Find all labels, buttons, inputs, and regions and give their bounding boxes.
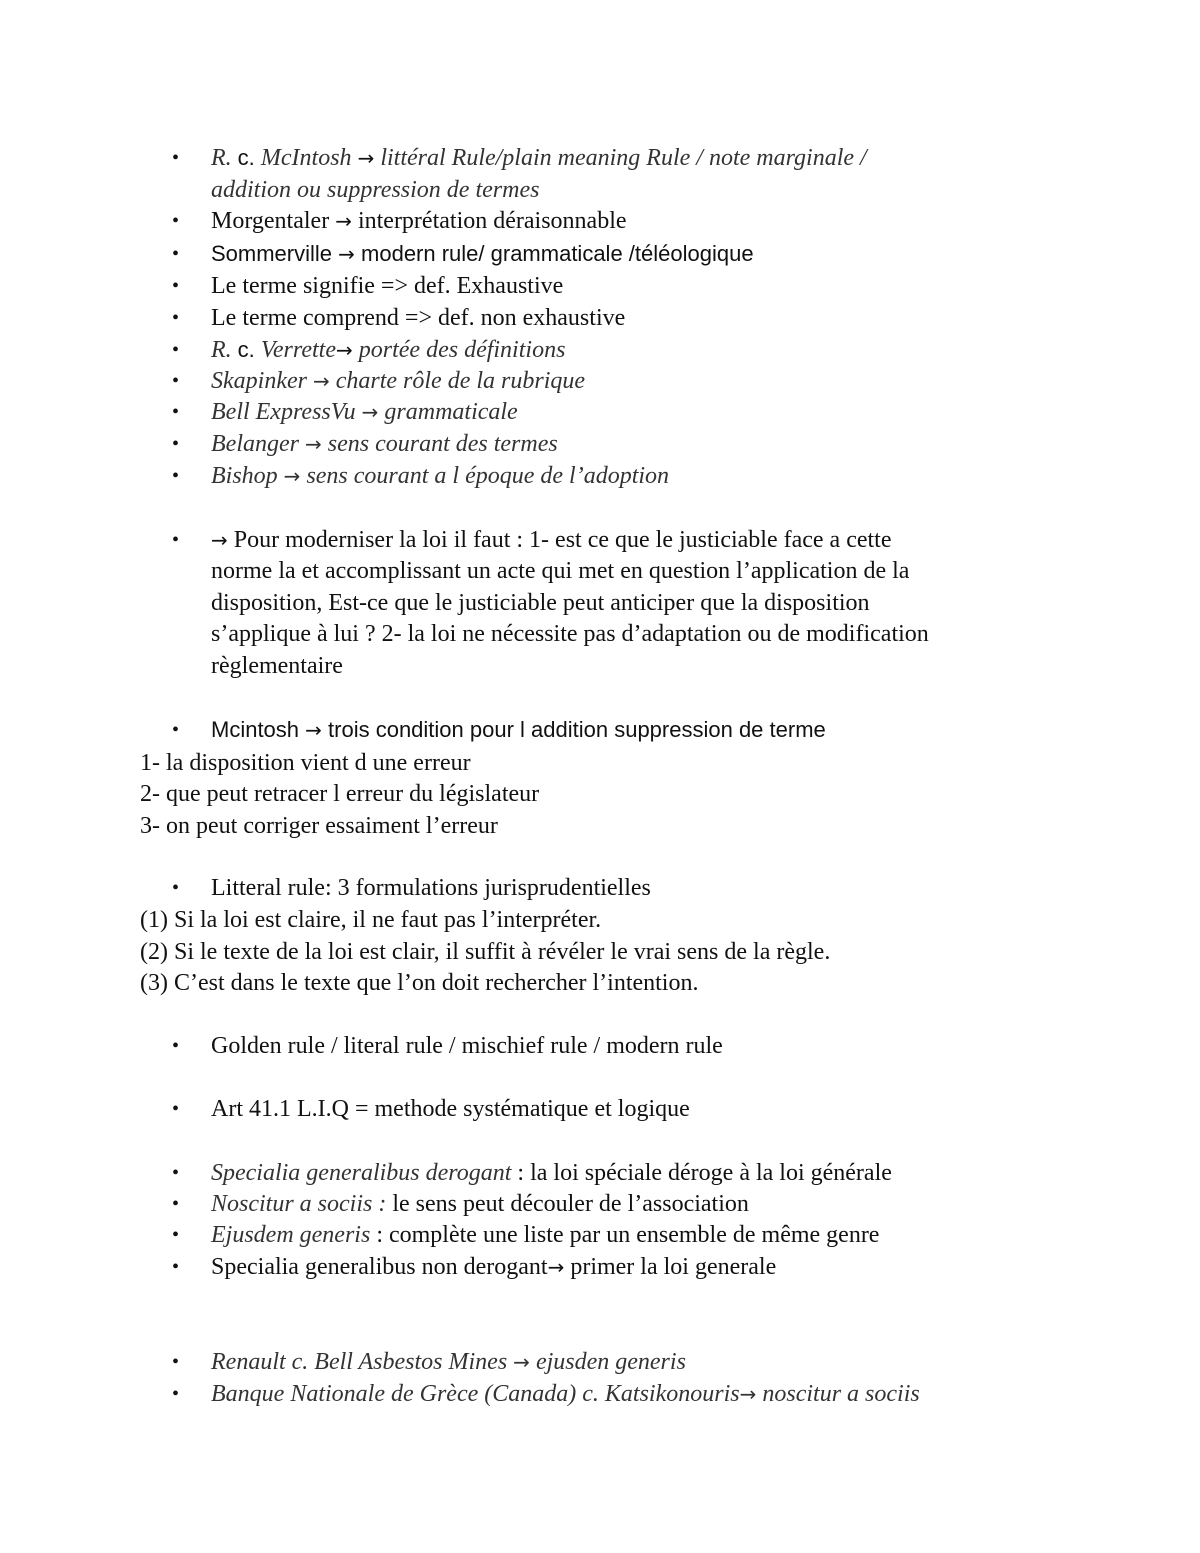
item-text: sens courant a l époque de l’adoption xyxy=(300,463,670,489)
arrow-icon: → xyxy=(547,1255,565,1279)
item-text: Litteral rule: 3 formulations jurisprudentielles xyxy=(211,875,651,901)
bullet-icon: • xyxy=(172,275,180,297)
bullet-icon: • xyxy=(172,529,180,551)
item-text: Skapinker xyxy=(211,368,313,394)
arrow-icon: → xyxy=(211,528,228,552)
item-text: ejusden generis xyxy=(529,1349,686,1375)
arrow-icon: → xyxy=(304,432,322,456)
item-text: (3) C’est dans le texte que l’on doit rechercher l’intention. xyxy=(140,970,699,996)
item-text: Pour moderniser la loi il faut : 1- est ce que le justiciable face a cette xyxy=(227,527,892,553)
item-text: Le terme comprend => def. non exhaustive xyxy=(211,305,626,331)
item-text: trois condition pour l addition suppression de terme xyxy=(321,717,826,742)
item-text: R. xyxy=(211,337,238,363)
item-text: 1- la disposition vient d une erreur xyxy=(140,750,471,776)
arrow-icon: → xyxy=(312,369,330,393)
item-text: disposition, Est-ce que le justiciable peut anticiper que la disposition xyxy=(211,590,870,616)
bullet-icon: • xyxy=(172,210,180,232)
item-text: Renault c. Bell Asbestos Mines xyxy=(211,1349,514,1375)
arrow-icon: → xyxy=(305,718,322,742)
item-text: grammaticale xyxy=(378,399,518,425)
item-text: (2) Si le texte de la loi est clair, il suffit à révéler le vrai sens de la règle. xyxy=(140,939,831,965)
item-text: Le terme signifie => def. Exhaustive xyxy=(211,273,564,299)
bullet-icon: • xyxy=(172,1351,180,1373)
item-text: Mcintosh xyxy=(211,717,306,742)
bullet-icon: • xyxy=(172,1383,180,1405)
item-text: Verrette xyxy=(260,337,336,363)
arrow-icon: → xyxy=(739,1382,757,1406)
item-text: addition ou suppression de termes xyxy=(211,177,540,203)
item-text: modern rule/ grammaticale /téléologique xyxy=(354,241,754,266)
arrow-icon: → xyxy=(361,400,379,424)
item-text: sens courant des termes xyxy=(321,431,558,457)
bullet-icon: • xyxy=(172,465,180,487)
bullet-icon: • xyxy=(172,1193,180,1215)
item-text: Morgentaler xyxy=(211,208,336,234)
item-text: : la loi spéciale déroge à la loi générale xyxy=(511,1160,892,1186)
bullet-icon: • xyxy=(172,401,180,423)
item-text: Bishop xyxy=(211,463,284,489)
bullet-icon: • xyxy=(172,370,180,392)
item-text: Belanger xyxy=(211,431,305,457)
item-text: règlementaire xyxy=(211,653,343,679)
item-text: R. xyxy=(211,145,238,171)
item-text: noscitur a sociis xyxy=(756,1381,920,1407)
item-text: Banque Nationale de Grèce (Canada) c. Katsikonouris xyxy=(211,1381,740,1407)
bullet-icon: • xyxy=(172,307,180,329)
item-text: McIntosh xyxy=(260,145,358,171)
item-text: norme la et accomplissant un acte qui met en question l’application de la xyxy=(211,558,910,584)
bullet-icon: • xyxy=(172,243,180,265)
item-text: Art 41.1 L.I.Q = methode systématique et logique xyxy=(211,1096,690,1122)
arrow-icon: → xyxy=(338,242,355,266)
arrow-icon: → xyxy=(336,338,353,362)
arrow-icon: → xyxy=(283,464,301,488)
item-text: le sens peut découler de l’association xyxy=(386,1191,749,1217)
item-text: littéral Rule/plain meaning Rule / note marginale / xyxy=(374,145,867,171)
bullet-icon: • xyxy=(172,1098,180,1120)
item-text: : complète une liste par un ensemble de même genre xyxy=(370,1222,880,1248)
item-text: charte rôle de la rubrique xyxy=(329,368,586,394)
bullet-icon: • xyxy=(172,1256,180,1278)
item-text: interprétation déraisonnable xyxy=(351,208,627,234)
bullet-icon: • xyxy=(172,1224,180,1246)
item-text: Ejusdem generis xyxy=(211,1222,371,1248)
item-text: (1) Si la loi est claire, il ne faut pas l’interpréter. xyxy=(140,907,602,933)
bullet-icon: • xyxy=(172,719,180,741)
item-text: 2- que peut retracer l erreur du législateur xyxy=(140,781,540,807)
item-text: portée des définitions xyxy=(352,337,566,363)
bullet-icon: • xyxy=(172,339,180,361)
bullet-icon: • xyxy=(172,147,180,169)
bullet-icon: • xyxy=(172,433,180,455)
item-text: Sommerville xyxy=(211,241,339,266)
arrow-icon: → xyxy=(513,1350,530,1374)
arrow-icon: → xyxy=(357,146,375,170)
item-text: primer la loi generale xyxy=(564,1254,777,1280)
item-text: 3- on peut corriger essaiment l’erreur xyxy=(140,813,498,839)
item-text: Bell ExpressVu xyxy=(211,399,362,425)
item-text: c. xyxy=(237,145,261,170)
item-text: s’applique à lui ? 2- la loi ne nécessite pas d’adaptation ou de modification xyxy=(211,621,929,647)
bullet-icon: • xyxy=(172,1162,180,1184)
item-text: c. xyxy=(237,337,261,362)
item-text: Noscitur a sociis : xyxy=(211,1191,387,1217)
item-text: Golden rule / literal rule / mischief rule / modern rule xyxy=(211,1033,723,1059)
bullet-icon: • xyxy=(172,877,180,899)
bullet-icon: • xyxy=(172,1035,180,1057)
arrow-icon: → xyxy=(335,209,352,233)
item-text: Specialia generalibus derogant xyxy=(211,1160,512,1186)
item-text: Specialia generalibus non derogant xyxy=(211,1254,548,1280)
